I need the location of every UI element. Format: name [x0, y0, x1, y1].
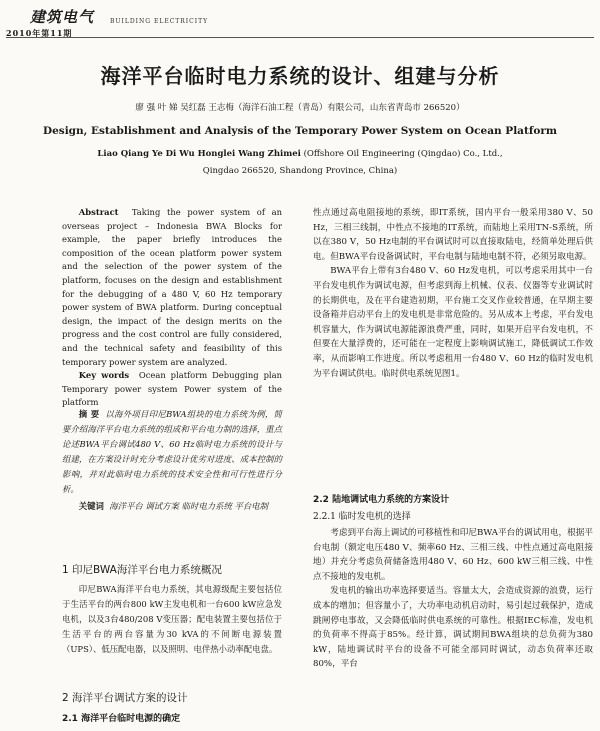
abstract-label: Abstract — [78, 207, 119, 217]
abstract-cn-text: 以海外项目印尼BWA组块的电力系统为例，简要介绍海洋平台电力系统的组成和平台电力制的选择，重点论述BWA平台调试480 V、60 Hz临时电力系统的设计与组建，在方案设计时充分考虑设计优劣对进度、成本控制的影响，并对此临时电力系统的技术安全性和可行性进行分析。 — [62, 409, 282, 494]
section-1-text: 印尼BWA海洋平台电力系统，其电源级配主要包括位于生活平台的两台800 kW主发电机和一台600 kW应急发电机，以及3台480/208 V变压器；配电装置主要包括位于生活平台的两台容量为30 kVA的不间断电源装置（UPS）、低压配电器，以及照明、电伴热小动率配电盘。 — [62, 584, 282, 654]
journal-logo: 建筑电气 — [30, 8, 95, 26]
right-para-2: BWA平台上带有3台480 V、60 Hz发电机，可以考虑采用其中一台平台发电机作为调试电源，但考虑到海上机械、仪表、仪器等专业调试时的长期供电，及在平台建造初期，平台施工交叉作业较普通，在早期主要设备箱并启动平台上的发电机是非常危险的。另从成本上考虑，平台发电机容量大，作为调试电源能源浪费严重，同时，如果开启平台发电机，不但要在大量浮费的，还可能在一定程度上影响调试施工，降低调试工作效率，从而影响工作进度。所以考虑租用一台480 V、60 Hz的临时发电机为平台调试供电。临时供电系统见图1。 — [313, 266, 593, 379]
journal-issue: 2010年第11期 — [6, 28, 73, 38]
right-column-lower — [313, 526, 593, 672]
paper-title-cn: 海洋平台临时电力系统的设计、组建与分析 — [100, 64, 500, 88]
section-1-body — [62, 582, 282, 657]
right-column — [313, 206, 593, 381]
section-2-heading: 2 海洋平台调试方案的设计 — [62, 692, 188, 704]
abstract-text: Taking the power system of an overseas project – Indonesia BWA Blocks for example, the paper briefly introduces the composition of the ocean platform power system and the selection of the power system of the platform, focuses on the design and establishment for the debugging of a 480 V, 60 Hz temporary power system of BWA platform. During conceptual design, the impact of the design merits on the progress and the cost control are fully considered, and the technical safety and feasibility of this temporary power system are analyzed. — [62, 207, 282, 367]
affiliation-en: (Offshore Oil Engineering (Qingdao) Co., Ltd., — [303, 149, 503, 159]
keywords-label: Key words — [78, 370, 130, 381]
journal-english-name: BUILDING ELECTRICITY — [110, 18, 209, 25]
authors-cn: 廖 强 叶 娣 吴红磊 王志梅（海洋石油工程（青岛）有限公司，山东省青岛市 266520） — [135, 103, 465, 113]
keywords-cn-text: 海洋平台 调试方案 临时电力系统 平台电制 — [109, 501, 268, 511]
authors-en — [0, 149, 600, 159]
header-rule — [6, 37, 594, 38]
right-para-1: 性点通过高电阻接地的系统，即IT系统，国内平台一般采用380 V、50 Hz，三相三线制，中性点不接地的IT系统，而陆地上采用TN-S系统，所以在380 V，50 Hz电制的平台调试时可以直接取陆电，经简单处理后供电。但BWA平台设备调试时，平台电制与陆地电制不符，必须另取电源。 — [313, 208, 593, 262]
paper-title-en: Design, Establishment and Analysis of the Temporary Power System on Ocean Platform — [43, 125, 557, 137]
section-2-2-heading: 2.2 陆地调试电力系统的方案设计 — [313, 495, 450, 505]
section-2-1-heading: 2.1 海洋平台临时电源的确定 — [62, 714, 181, 724]
right-para-4: 发电机的输出功率选择要适当。容量太大，会造成资源的浪费，运行成本的增加；但容量小了，大功率电动机启动时，易引起过载保护，造成跳闸停电事故，又会降低临时供电系统的可靠性。根据IEC标准，发电机的负荷率不得高于85%。经计算，调试期间BWA组块的总负荷为380 kW，陆地调试时平台的设备不可能全部同时调试，动态负荷率还取80%，平台 — [313, 586, 593, 670]
abstract-cn-label: 摘 要 — [78, 409, 100, 419]
keywords-text: Ocean platform Debugging plan Temporary power system Power system of the platform — [62, 370, 282, 408]
abstract-en — [62, 206, 282, 410]
section-2-2-1-heading: 2.2.1 临时发电机的选择 — [313, 512, 411, 522]
keywords-cn-label: 关键词 — [78, 501, 104, 511]
author-names-en: Liao Qiang Ye Di Wu Honglei Wang Zhimei — [97, 149, 301, 159]
right-para-3: 考虑到平台海上调试的可移植性和印尼BWA平台的调试用电，根据平台电制（额定电压480 V、频率60 Hz、三相三线、中性点通过高电阻接地）并充分考虑负荷储备选用480 V、60 Hz、600 kW三相三线、中性点不接地的发电机。 — [313, 528, 593, 582]
address-en: Qingdao 266520, Shandong Province, China) — [202, 166, 398, 176]
abstract-cn — [62, 407, 282, 514]
section-1-heading: 1 印尼BWA海洋平台电力系统概况 — [62, 564, 222, 576]
